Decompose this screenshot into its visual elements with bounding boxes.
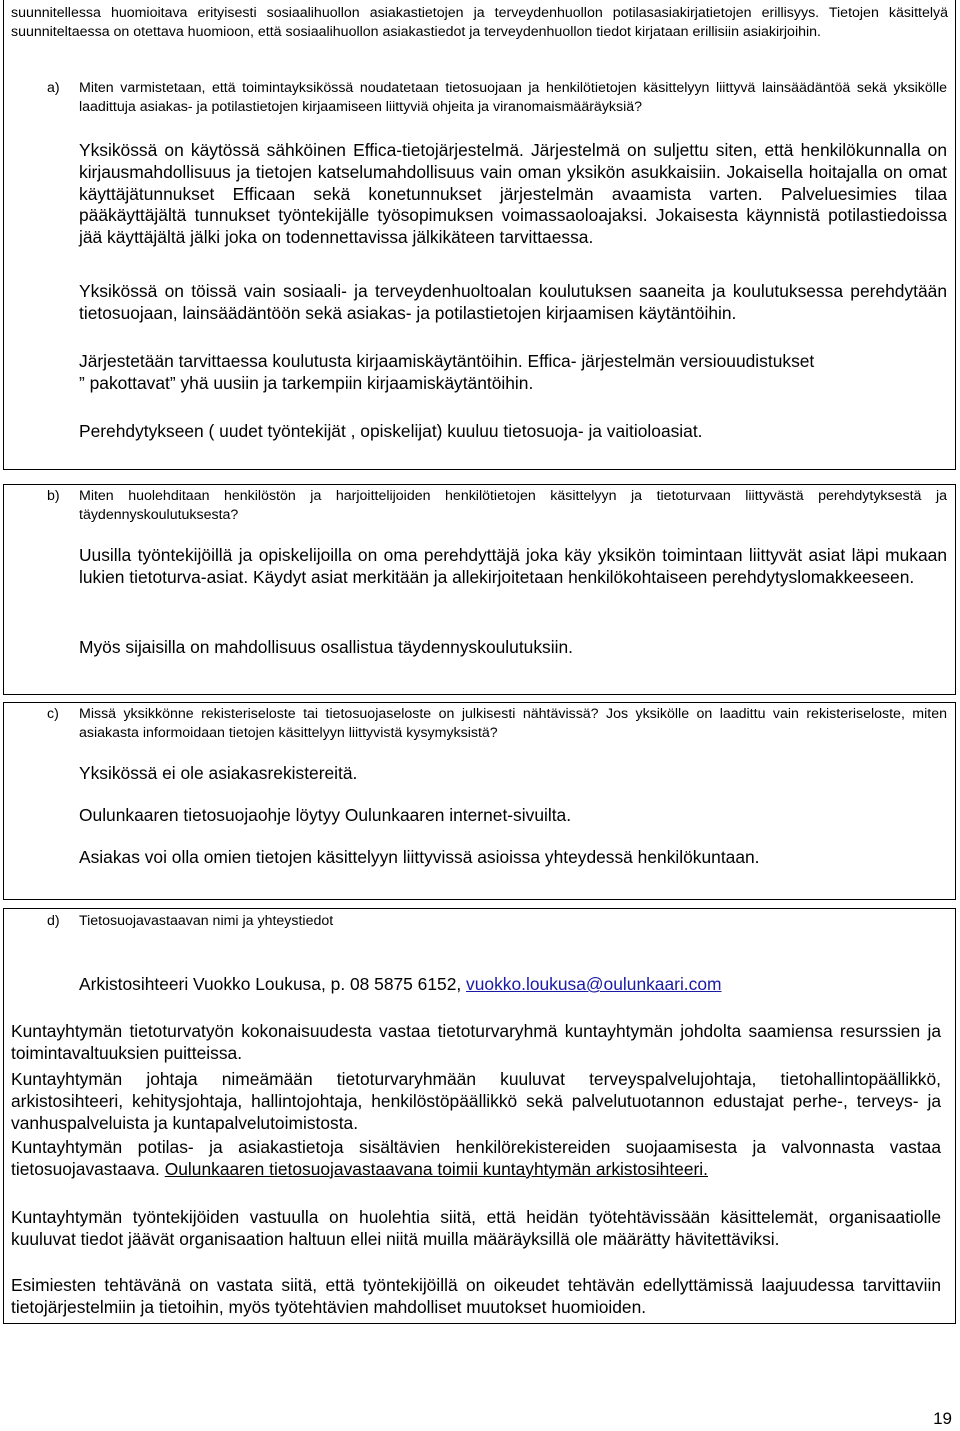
body-paragraph-1: Kuntayhtymän tietoturvatyön kokonaisuudesta vastaa tietoturvaryhmä kuntayhtymän johdolta saamiensa resurssien ja toimintavaltuuksien puitteissa. xyxy=(11,1021,941,1063)
section-b-marker: b) xyxy=(47,488,60,504)
section-b-answer-2: Myös sijaisilla on mahdollisuus osallistua täydennyskoulutuksiin. xyxy=(79,637,573,657)
section-c-question: Missä yksikkönne rekisteriseloste tai tietosuojaseloste on julkisesti nähtävissä? Jos yksikölle on laadittu vain rekisteriseloste, miten asiakasta informoidaan tietojen käsittelyyn liittyvistä kysymyksistä? xyxy=(79,706,947,741)
body-paragraph-2: Kuntayhtymän johtaja nimeämään tietoturvaryhmään kuuluvat terveyspalvelujohtaja, tietohallintopäällikkö, arkistosihteeri, kehitysjohtaja, hallintojohtaja, henkilöstöpäällikkö sekä palvelutuotannon edustajat perhe-, terveys- ja vanhuspalveluista ja kuntapalvelutoimistosta. xyxy=(11,1069,941,1133)
body-paragraph-3 xyxy=(11,1137,941,1181)
intro-text: suunnitellessa huomioitava erityisesti sosiaalihuollon asiakastietojen ja terveydenhuollon potilasasiakirjatietojen erillisyys. Tietojen käsittelyä suunniteltaessa on otettava huomioon, että sosiaalihuollon asiakastiedot ja terveydenhuollon tiedot kirjataan erillisiin asiakirjoihin. xyxy=(11,5,948,40)
section-b-question: Miten huolehditaan henkilöstön ja harjoittelijoiden henkilötietojen käsittelyyn ja tietoturvaan liittyvästä perehdytyksestä ja täydennyskoulutuksesta? xyxy=(79,488,947,523)
section-a-question: Miten varmistetaan, että toimintayksikössä noudatetaan tietosuojaan ja henkilötietojen käsittelyyn liittyvä lainsäädäntöä sekä yksikölle laadittuja asiakas- ja potilastietojen kirjaamiseen liittyviä ohjeita ja viranomaismääräyksiä? xyxy=(79,80,947,115)
section-a-answer-3b: ” pakottavat” yhä uusiin ja tarkempiin kirjaamiskäytäntöihin. xyxy=(79,373,534,393)
section-b-answer-1: Uusilla työntekijöillä ja opiskelijoilla on oma perehdyttäjä joka käy yksikön toimintaan liittyvät asiat läpi mukaan lukien tietoturva-asiat. Käydyt asiat merkitään ja allekirjoitetaan henkilökohtaiseen perehdytyslomakkeeseen. xyxy=(79,545,947,587)
body-paragraph-3-text: Kuntayhtymän potilas- ja asiakastietoja sisältävien henkilörekistereiden suojaamisesta ja valvonnasta vastaa tietosuojavastaava. xyxy=(11,1137,941,1179)
section-a-answer-3a: Järjestetään tarvittaessa koulutusta kirjaamiskäytäntöihin. Effica- järjestelmän versiouudistukset xyxy=(79,351,815,371)
section-c-answer-2: Oulunkaaren tietosuojaohje löytyy Oulunkaaren internet-sivuilta. xyxy=(79,805,572,825)
section-c-marker: c) xyxy=(47,706,59,722)
section-d-contact xyxy=(79,974,947,996)
page-number: 19 xyxy=(933,1409,952,1428)
section-d-marker: d) xyxy=(47,913,60,929)
section-c-answer-1: Yksikössä ei ole asiakasrekistereitä. xyxy=(79,763,358,783)
contact-email-link[interactable]: vuokko.loukusa@oulunkaari.com xyxy=(466,974,722,994)
section-c-answer-3: Asiakas voi olla omien tietojen käsittelyyn liittyvissä asioissa yhteydessä henkilökuntaan. xyxy=(79,847,760,867)
body-paragraph-4: Kuntayhtymän työntekijöiden vastuulla on huolehtia siitä, että heidän työtehtävissään käsittelemät, organisaatiolle kuuluvat tiedot jäävät organisaation haltuun ellei niitä muilla määräyksillä ole määrätty hävitettäviksi. xyxy=(11,1207,941,1249)
section-a-marker: a) xyxy=(47,80,60,96)
section-a-answer-4: Perehdytykseen ( uudet työntekijät , opiskelijat) kuuluu tietosuoja- ja vaitioloasiat. xyxy=(79,421,703,441)
section-d-question: Tietosuojavastaavan nimi ja yhteystiedot xyxy=(79,913,334,929)
section-a-answer-2: Yksikössä on töissä vain sosiaali- ja terveydenhuoltoalan koulutuksen saaneita ja koulutuksessa perehdytään tietosuojaan, lainsäädäntöön sekä asiakas- ja potilastietojen kirjaamisen käytäntöihin. xyxy=(79,281,947,323)
body-paragraph-5: Esimiesten tehtävänä on vastata siitä, että työntekijöillä on oikeudet tehtävän edellyttämissä laajuudessa tarvittaviin tietojärjestelmiin ja tietoihin, myös työtehtävien mahdolliset muutokset huomioiden. xyxy=(11,1275,941,1317)
section-a-answer-1: Yksikössä on käytössä sähköinen Effica-tietojärjestelmä. Järjestelmä on suljettu siten, että henkilökunnalla on kirjausmahdollisuus ja tietojen katselumahdollisuus vain oman yksikön asukkaisiin. Jokaisella hoitajalla on omat käyttäjätunnukset Efficaan sekä konetunnukset järjestelmän avaamista varten. Palveluesimies tilaa pääkäyttäjältä tunnukset työntekijälle työsopimuksen voimassaoloajaksi. Jokaisesta käynnistä potilastiedoissa jää käyttäjältä jälki joka on todennettavissa jälkikäteen tarvittaessa. xyxy=(79,140,947,248)
body-paragraph-3-underlined: Oulunkaaren tietosuojavastaavana toimii kuntayhtymän arkistosihteeri. xyxy=(164,1158,708,1179)
contact-text: Arkistosihteeri Vuokko Loukusa, p. 08 5875 6152, xyxy=(79,974,467,994)
